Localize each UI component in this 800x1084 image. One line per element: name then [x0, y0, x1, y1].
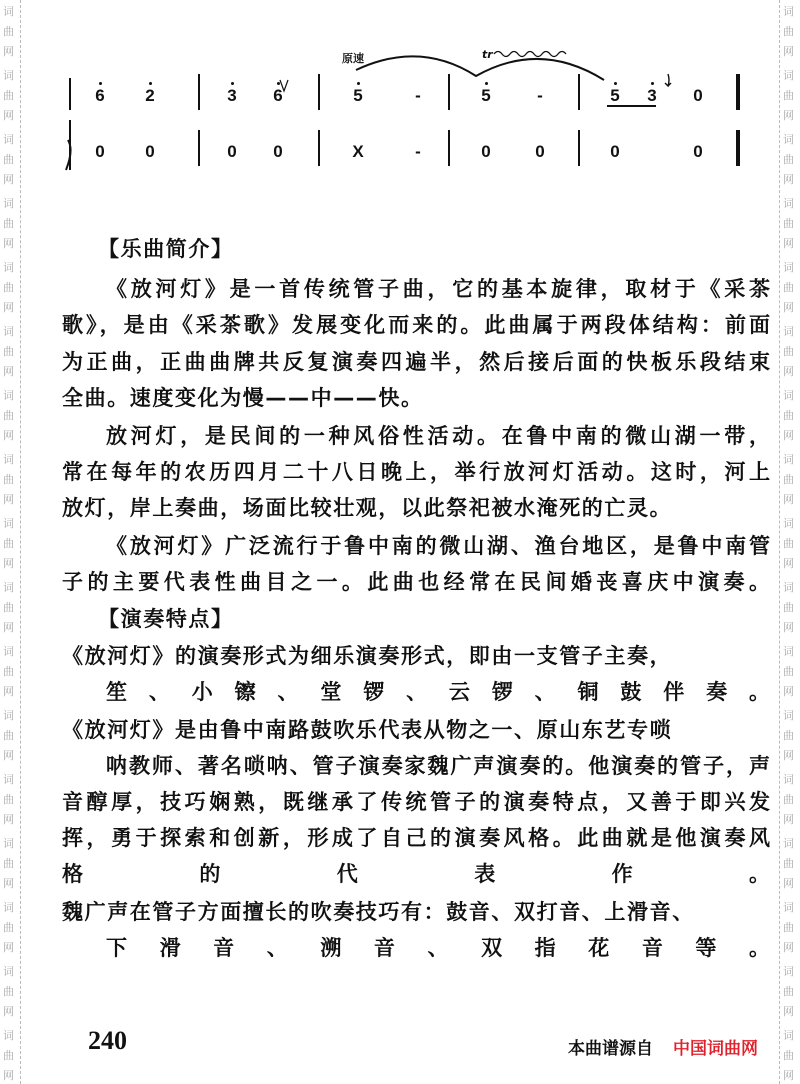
score-note: 3	[227, 86, 237, 105]
watermark-char: 词	[783, 389, 794, 402]
watermark-char: 网	[783, 365, 794, 378]
score-note: 0	[95, 142, 105, 161]
paragraph-line: 为正曲，正曲曲牌共反复演奏四遍半，然后接后面的快板乐段结束	[62, 350, 770, 374]
footer-source	[568, 1034, 758, 1059]
watermark-char: 网	[783, 109, 794, 122]
watermark-char: 曲	[783, 921, 794, 934]
octave-dot	[651, 82, 654, 85]
watermark-char: 词	[3, 197, 14, 210]
double-barline	[736, 74, 740, 110]
watermark-char: 网	[3, 941, 14, 954]
watermark-char: 词	[3, 133, 14, 146]
watermark-char: 曲	[783, 729, 794, 742]
watermark-char: 网	[3, 1005, 14, 1018]
watermark-char: 曲	[783, 409, 794, 422]
watermark-char: 网	[783, 493, 794, 506]
watermark-char: 网	[3, 877, 14, 890]
watermark-char: 词	[3, 773, 14, 786]
watermark-char: 曲	[783, 985, 794, 998]
score-note: 0	[693, 142, 703, 161]
paragraph-line: 音醇厚，技巧娴熟，既继承了传统管子的演奏特点，又善于即兴发	[62, 790, 770, 814]
watermark-char: 词	[783, 645, 794, 658]
watermark-char: 曲	[3, 1049, 14, 1062]
score-note: 3	[647, 86, 657, 105]
watermark-char: 曲	[3, 985, 14, 998]
paragraph-line: 歌》，是由《采茶歌》发展变化而来的。此曲属于两段体结构：前面	[62, 313, 770, 337]
watermark-char: 词	[3, 965, 14, 978]
watermark-char: 网	[783, 1069, 794, 1082]
page-number: 240	[88, 1026, 127, 1055]
watermark-char: 词	[783, 325, 794, 338]
watermark-char: 词	[3, 261, 14, 274]
watermark-char: 曲	[3, 409, 14, 422]
score-note: 0	[227, 142, 237, 161]
trill-label: tr	[482, 48, 493, 61]
watermark-char: 曲	[783, 857, 794, 870]
paragraph-line: 格的代表作。	[62, 862, 770, 886]
music-score	[0, 0, 800, 200]
watermark-char: 曲	[3, 729, 14, 742]
watermark-char: 曲	[3, 25, 14, 38]
watermark-char: 网	[783, 429, 794, 442]
watermark-char: 网	[3, 109, 14, 122]
score-note: -	[415, 86, 421, 105]
watermark-char: 曲	[783, 665, 794, 678]
barline	[578, 74, 580, 110]
score-note: 0	[610, 142, 620, 161]
watermark-char: 词	[783, 5, 794, 18]
watermark-char: 网	[3, 557, 14, 570]
paragraph-line: 魏广声在管子方面擅长的吹奏技巧有：鼓音、双打音、上滑音、	[62, 900, 695, 924]
watermark-char: 词	[3, 517, 14, 530]
watermark-char: 词	[783, 1029, 794, 1042]
watermark-char: 曲	[783, 601, 794, 614]
watermark-char: 词	[783, 261, 794, 274]
watermark-char: 网	[3, 173, 14, 186]
paragraph-line: 放灯，岸上奏曲，场面比较壮观，以此祭祀被水淹死的亡灵。	[62, 496, 673, 520]
watermark-char: 网	[783, 685, 794, 698]
watermark-char: 网	[3, 621, 14, 634]
watermark-char: 词	[3, 645, 14, 658]
watermark-char: 曲	[3, 537, 14, 550]
watermark-char: 网	[783, 877, 794, 890]
watermark-char: 词	[3, 901, 14, 914]
watermark-char: 曲	[3, 281, 14, 294]
barline	[318, 74, 320, 110]
footer-site-name[interactable]: 中国词曲网	[673, 1039, 758, 1059]
octave-dot	[149, 82, 152, 85]
paragraph-line: 挥，勇于探索和创新，形成了自己的演奏风格。此曲就是他演奏风	[62, 826, 770, 850]
watermark-char: 词	[3, 709, 14, 722]
watermark-char: 词	[783, 581, 794, 594]
watermark-char: 词	[3, 325, 14, 338]
paragraph-line: 呐教师、著名唢呐、管子演奏家魏广声演奏的。他演奏的管子，声	[106, 754, 770, 778]
watermark-char: 曲	[783, 153, 794, 166]
watermark-char: 网	[783, 749, 794, 762]
watermark-char: 词	[3, 837, 14, 850]
score-note: 5	[481, 86, 491, 105]
watermark-char: 网	[3, 237, 14, 250]
watermark-char: 词	[3, 453, 14, 466]
watermark-char: 词	[783, 709, 794, 722]
paragraph-line: 子的主要代表性曲目之一。此曲也经常在民间婚丧喜庆中演奏。	[62, 570, 770, 594]
score-note: -	[537, 86, 543, 105]
watermark-char: 网	[3, 1069, 14, 1082]
watermark-char: 词	[3, 581, 14, 594]
paragraph-line: 常在每年的农历四月二十八日晚上，举行放河灯活动。这时，河上	[62, 460, 770, 484]
watermark-char: 曲	[3, 217, 14, 230]
footer-source-label: 本曲谱源自	[568, 1039, 653, 1059]
watermark-char: 曲	[3, 857, 14, 870]
watermark-char: 网	[783, 301, 794, 314]
watermark-char: 曲	[783, 89, 794, 102]
watermark-char: 词	[783, 965, 794, 978]
score-note: 5	[353, 86, 363, 105]
watermark-char: 网	[3, 429, 14, 442]
octave-dot	[485, 82, 488, 85]
score-note: 0	[535, 142, 545, 161]
watermark-char: 曲	[3, 153, 14, 166]
barline	[198, 74, 200, 110]
octave-dot	[99, 82, 102, 85]
watermark-char: 词	[3, 389, 14, 402]
paragraph-line: 《放河灯》的演奏形式为细乐演奏形式，即由一支管子主奏，	[62, 644, 673, 668]
barline	[448, 74, 450, 110]
watermark-char: 词	[3, 5, 14, 18]
score-note: 6	[95, 86, 105, 105]
watermark-char: 网	[783, 621, 794, 634]
watermark-char: 网	[783, 557, 794, 570]
barline	[448, 130, 450, 166]
watermark-char: 词	[783, 773, 794, 786]
watermark-char: 词	[783, 133, 794, 146]
watermark-char: 网	[3, 301, 14, 314]
barline	[318, 130, 320, 166]
paragraph-line: 笙、小镲、堂锣、云锣、铜鼓伴奏。	[106, 680, 770, 704]
watermark-char: 网	[783, 45, 794, 58]
score-note: 0	[693, 86, 703, 105]
watermark-char: 网	[783, 173, 794, 186]
barline	[198, 130, 200, 166]
watermark-char: 词	[783, 453, 794, 466]
watermark-char: 网	[783, 237, 794, 250]
score-note: 6	[273, 86, 283, 105]
watermark-char: 词	[783, 517, 794, 530]
watermark-char: 网	[783, 941, 794, 954]
score-note: 0	[273, 142, 283, 161]
watermark-char: 词	[3, 69, 14, 82]
watermark-char: 词	[783, 901, 794, 914]
watermark-char: 曲	[3, 345, 14, 358]
octave-dot	[231, 82, 234, 85]
watermark-char: 网	[3, 813, 14, 826]
watermark-char: 网	[3, 45, 14, 58]
watermark-char: 网	[3, 685, 14, 698]
watermark-char: 曲	[3, 665, 14, 678]
trill-and-slur	[0, 0, 800, 200]
paragraph-line: 放河灯，是民间的一种风俗性活动。在鲁中南的微山湖一带，	[106, 424, 770, 448]
barline	[578, 130, 580, 166]
watermark-char: 曲	[3, 89, 14, 102]
score-note: 0	[145, 142, 155, 161]
double-barline	[736, 130, 740, 166]
watermark-char: 网	[3, 365, 14, 378]
octave-dot	[357, 82, 360, 85]
watermark-char: 曲	[783, 1049, 794, 1062]
paragraph-line: 下滑音、溯音、双指花音等。	[106, 936, 770, 960]
section-heading: 【演奏特点】	[98, 607, 234, 631]
watermark-char: 网	[783, 813, 794, 826]
watermark-char: 网	[3, 749, 14, 762]
score-note: -	[415, 142, 421, 161]
octave-dot	[277, 82, 280, 85]
watermark-char: 网	[783, 1005, 794, 1018]
paragraph-line: 《放河灯》是一首传统管子曲，它的基本旋律，取材于《采茶	[106, 277, 770, 301]
watermark-char: 词	[783, 197, 794, 210]
watermark-char: 词	[783, 69, 794, 82]
watermark-char: 曲	[783, 473, 794, 486]
score-note: 0	[481, 142, 491, 161]
score-note: 5	[610, 86, 620, 105]
paragraph-line: 《放河灯》广泛流行于鲁中南的微山湖、渔台地区，是鲁中南管	[106, 534, 770, 558]
score-note: 2	[145, 86, 155, 105]
watermark-char: 曲	[783, 537, 794, 550]
tempo-mark: 原速	[342, 52, 364, 65]
watermark-char: 曲	[783, 217, 794, 230]
score-note: X	[352, 142, 364, 161]
watermark-char: 曲	[783, 345, 794, 358]
watermark-char: 词	[3, 1029, 14, 1042]
watermark-char: 网	[3, 493, 14, 506]
paragraph-line: 全曲。速度变化为慢——中——快。	[62, 386, 424, 410]
watermark-char: 曲	[783, 281, 794, 294]
paragraph-line: 《放河灯》是由鲁中南路鼓吹乐代表从物之一、原山东艺专唢	[62, 718, 673, 742]
section-heading: 【乐曲简介】	[98, 237, 234, 261]
watermark-char: 曲	[783, 25, 794, 38]
watermark-char: 词	[783, 837, 794, 850]
watermark-char: 曲	[783, 793, 794, 806]
octave-dot	[614, 82, 617, 85]
watermark-char: 曲	[3, 601, 14, 614]
watermark-char: 曲	[3, 793, 14, 806]
watermark-char: 曲	[3, 921, 14, 934]
watermark-char: 曲	[3, 473, 14, 486]
